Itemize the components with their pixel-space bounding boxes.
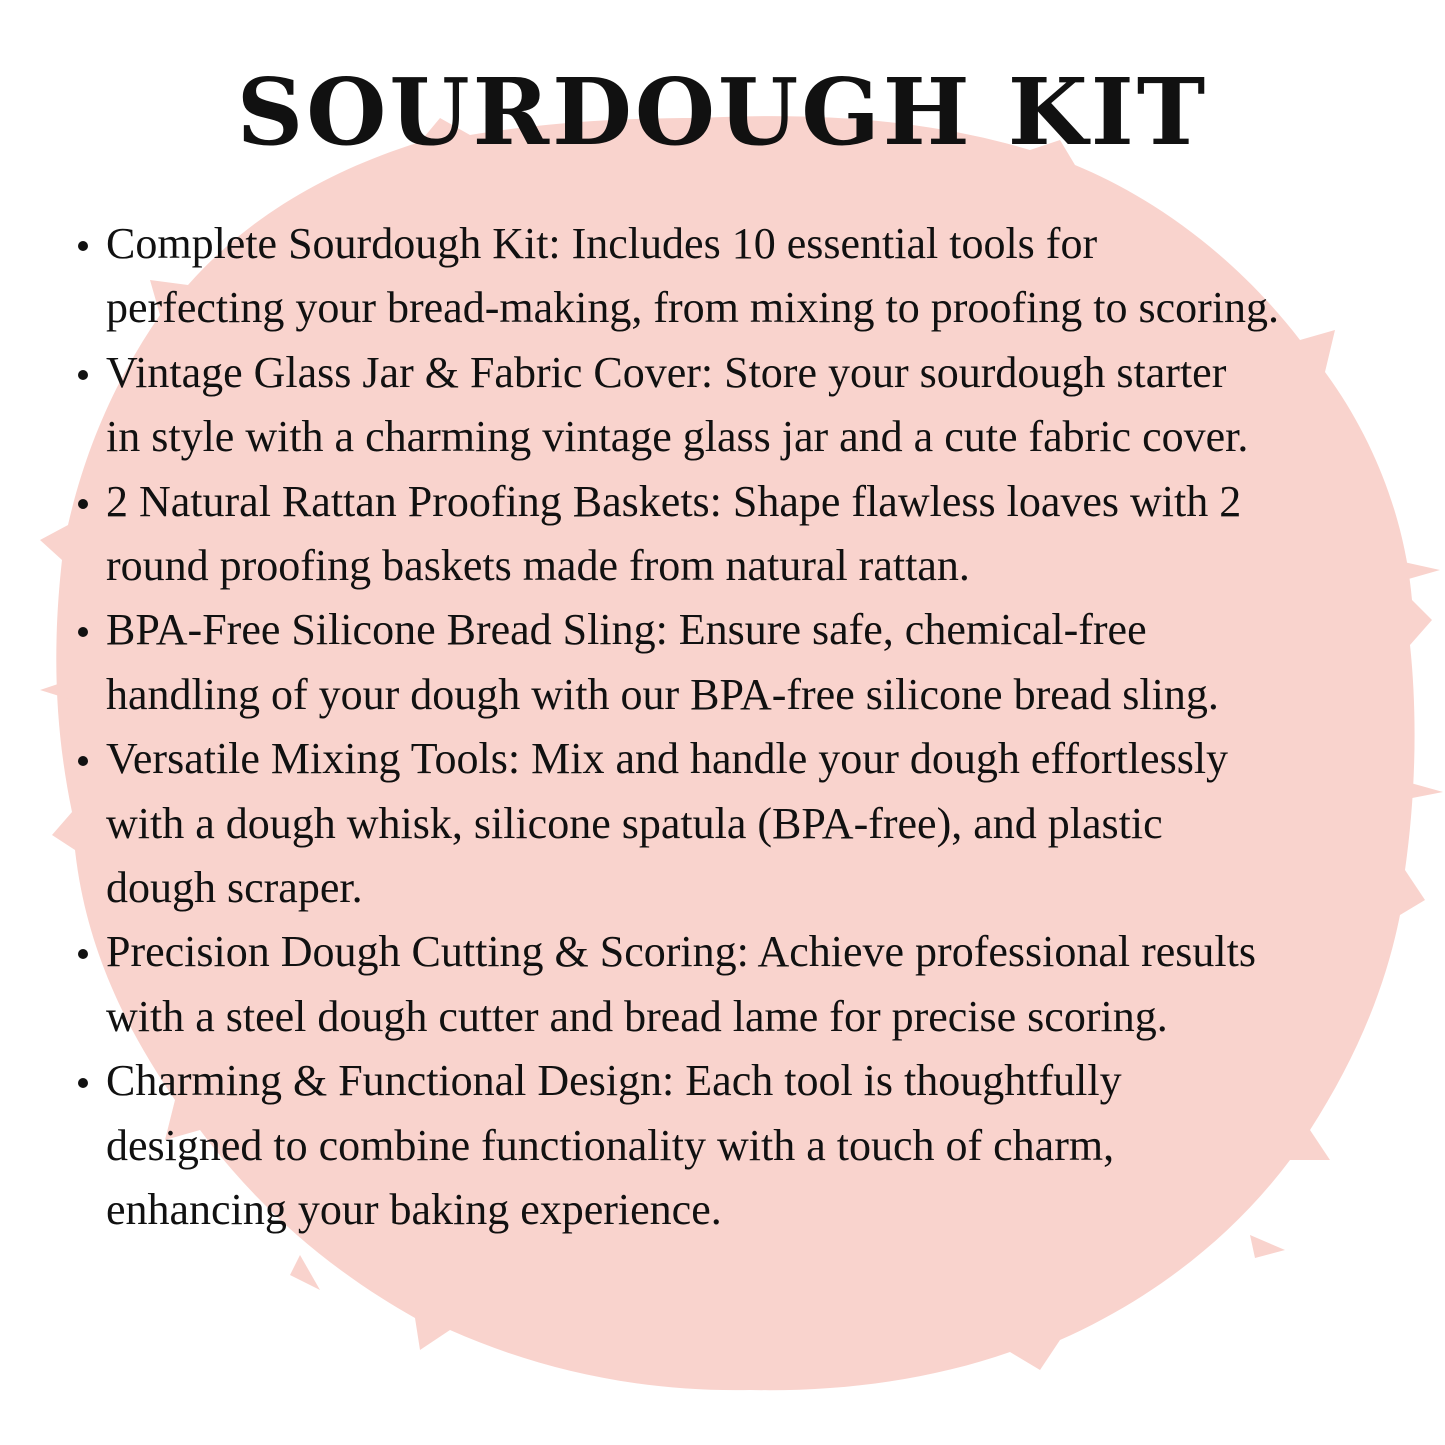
list-item	[106, 598, 1406, 727]
feature-text-line: enhancing your baking experience.	[106, 1185, 722, 1235]
feature-text-line: perfecting your bread-making, from mixing to proofing to scoring.	[106, 283, 1280, 333]
feature-text-line: dough scraper.	[106, 863, 363, 913]
feature-text-line: designed to combine functionality with a touch of charm,	[106, 1120, 1115, 1170]
feature-text-line: handling of your dough with our BPA-free silicone bread sling.	[106, 669, 1219, 719]
feature-text-line: BPA-Free Silicone Bread Sling: Ensure safe, chemical-free	[106, 605, 1147, 655]
feature-text-line: Vintage Glass Jar & Fabric Cover: Store your sourdough starter	[106, 347, 1227, 397]
feature-text-line: with a steel dough cutter and bread lame for precise scoring.	[106, 991, 1168, 1041]
page-title: SOURDOUGH KIT	[236, 58, 1209, 166]
feature-text-line: Charming & Functional Design: Each tool is thoughtfully	[106, 1056, 1122, 1106]
list-item	[106, 212, 1406, 341]
feature-list	[106, 212, 1406, 1243]
list-item	[106, 470, 1406, 599]
feature-text-line: in style with a charming vintage glass jar and a cute fabric cover.	[106, 412, 1249, 462]
feature-text-line: with a dough whisk, silicone spatula (BPA-free), and plastic	[106, 798, 1163, 848]
feature-text-line: Versatile Mixing Tools: Mix and handle your dough effortlessly	[106, 734, 1229, 784]
feature-text-line: round proofing baskets made from natural rattan.	[106, 541, 970, 591]
list-item	[106, 727, 1406, 920]
feature-text-line: Complete Sourdough Kit: Includes 10 essential tools for	[106, 219, 1098, 268]
feature-text-line: 2 Natural Rattan Proofing Baskets: Shape flawless loaves with 2	[106, 476, 1242, 526]
list-item	[106, 1049, 1406, 1242]
bullet-icon	[78, 370, 88, 380]
bullet-icon	[78, 499, 88, 509]
bullet-icon	[78, 241, 88, 251]
list-item	[106, 920, 1406, 1049]
feature-text-line: Precision Dough Cutting & Scoring: Achieve professional results	[106, 927, 1256, 977]
list-item	[106, 341, 1406, 470]
